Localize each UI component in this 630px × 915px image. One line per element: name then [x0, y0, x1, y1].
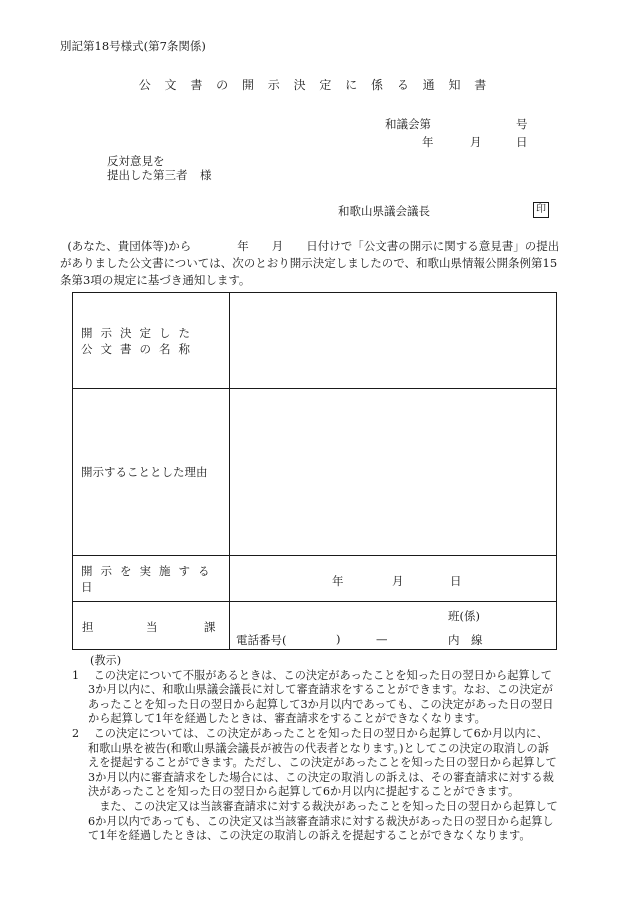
- seal-mark: 印: [533, 202, 549, 218]
- note-text-2: この決定については、この決定があったことを知った日の翌日から起算して6か月以内に、和歌山県を被告(和歌山県議会議長が被告の代表者となります。)としてこの決定の取消しの訴えを提起することができます。ただし、この決定があったことを知った日の翌日から起算して3か月以内に審査請求をした場合には、この決定の取消しの訴えは、その審査請求に対する裁決があったことを知った日の翌日から起算して6か月以内に提起することができます。: [88, 726, 557, 799]
- document-name-value[interactable]: [230, 293, 557, 389]
- table-row: [73, 389, 557, 556]
- label-line2: 公文書の名称: [81, 341, 198, 356]
- staff-label-b: 当: [146, 620, 158, 634]
- addressee-line1: 反対意見を: [107, 154, 165, 168]
- issue-date-day: 日: [516, 135, 528, 149]
- issue-date-year: 年: [422, 135, 434, 149]
- instruction-notes: [72, 654, 559, 844]
- impl-month: 月: [392, 574, 404, 588]
- body-part2: 日付けで「公文書の開示に関する意見書」の提出がありました公文書については、次のとおり開示決定しましたので、和歌山県情報公開条例第15条第3項の規定に基づき通知します。: [60, 239, 560, 287]
- impl-year: 年: [332, 574, 344, 588]
- document-title: 公 文 書 の 開 示 決 定 に 係 る 通 知 書: [138, 78, 492, 92]
- body-month: 月: [271, 239, 284, 253]
- reason-value[interactable]: [230, 389, 557, 556]
- note-number: 1: [72, 668, 80, 682]
- reason-label-text: 開示することとした理由: [81, 465, 208, 479]
- phone-dash: —: [376, 632, 388, 646]
- document-number-suffix: 号: [516, 117, 528, 131]
- list-item: [72, 727, 559, 800]
- body-paragraph: [60, 238, 560, 289]
- body-part1: (あなた、貴団体等)から: [67, 239, 192, 253]
- note-number: 2: [72, 726, 80, 740]
- reason-label: [73, 389, 230, 556]
- staff-label-a: 担: [82, 620, 94, 634]
- table-row: [73, 556, 557, 602]
- note-text: [88, 669, 559, 727]
- staff-section-value[interactable]: [230, 602, 557, 650]
- addressee-line2: 提出した第三者: [107, 168, 188, 182]
- staff-section-label: [73, 602, 230, 650]
- note-text-1: この決定について不服があるときは、この決定があったことを知った日の翌日から起算して3か月以内に、和歌山県議会議長に対して審査請求をすることができます。なお、この決定があったことを知った日の翌日から起算して3か月以内であっても、この決定があった日の翌日から起算して1年を経過したときは、審査請求をすることができなくなります。: [88, 668, 554, 726]
- note-continuation: また、この決定又は当該審査請求に対する裁決があったことを知った日の翌日から起算して6か月以内であっても、この決定又は当該審査請求に対する裁決があった日の翌日から起算して1年を経過したときは、この決定の取消しの訴えを提起することができなくなります。: [88, 799, 558, 843]
- phone-close: ): [336, 632, 341, 646]
- form-number: 別記第18号様式(第7条関係): [60, 39, 206, 53]
- note-text: [88, 727, 559, 800]
- implementation-date-value[interactable]: [230, 556, 557, 602]
- label-line1: 開示決定した: [81, 325, 198, 340]
- table-row: [73, 293, 557, 389]
- staff-label-c: 課: [204, 620, 216, 634]
- impl-day: 日: [450, 574, 462, 588]
- implementation-date-label: [73, 556, 230, 602]
- section-label: 班(係): [448, 609, 480, 623]
- addressee-honorific: 様: [200, 168, 212, 182]
- body-year: 年: [237, 239, 249, 253]
- extension-label: 内 線: [448, 633, 483, 647]
- table-row: [73, 602, 557, 650]
- list-item: [72, 669, 559, 727]
- decision-table: [72, 292, 557, 650]
- document-number-label: 和議会第: [385, 117, 431, 131]
- document-name-label: [73, 293, 230, 389]
- notes-title: (教示): [90, 654, 122, 667]
- sender-name: 和歌山県議会議長: [338, 204, 430, 218]
- phone-label: 電話番号(: [236, 633, 287, 647]
- issue-date-month: 月: [470, 135, 482, 149]
- implementation-date-text: 開示を実施する日: [81, 563, 218, 594]
